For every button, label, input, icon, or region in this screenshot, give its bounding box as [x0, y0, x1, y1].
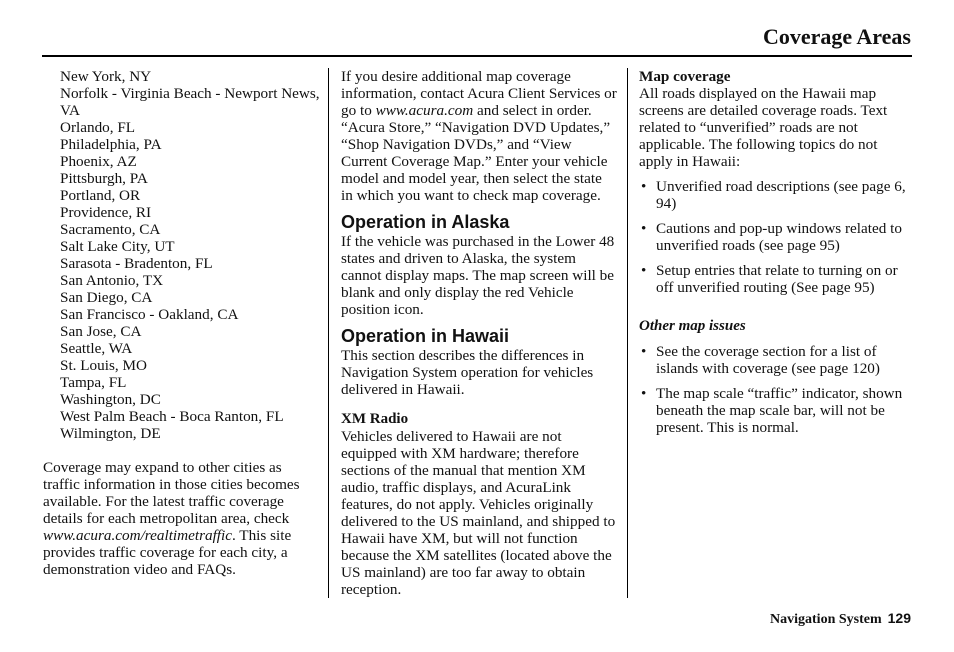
city-item: Salt Lake City, UT: [60, 238, 175, 255]
page-number: 129: [887, 610, 911, 626]
column-divider-left: [328, 68, 329, 598]
city-item: Seattle, WA: [60, 340, 133, 357]
page-title: Coverage Areas: [762, 24, 911, 49]
footer-label: Navigation System: [770, 612, 882, 627]
alaska-heading: Operation in Alaska: [341, 212, 510, 232]
city-item: Providence, RI: [60, 204, 152, 221]
city-item: New York, NY: [60, 68, 152, 85]
bullet-item: • Unverified road descriptions (see page 6, 94): [639, 178, 914, 212]
bullet-item: • Cautions and pop-up windows related to unverified roads (see page 95): [639, 220, 914, 254]
city-item: Washington, DC: [60, 391, 161, 408]
column-left: [43, 68, 321, 578]
column-divider-right: [627, 68, 628, 598]
map-coverage-list: [639, 178, 914, 296]
bullet-item: • Setup entries that relate to turning on or off unverified routing (See page 95): [639, 262, 914, 296]
city-item: Tampa, FL: [60, 374, 127, 391]
column-middle: [341, 68, 617, 598]
alaska-paragraph: If the vehicle was purchased in the Lower 48 states and driven to Alaska, the system cannot display maps. The map screen will be blank and only display the red Vehicle position icon.: [341, 233, 615, 318]
xm-radio-heading: XM Radio: [341, 411, 409, 427]
other-issues-heading: Other map issues: [639, 318, 746, 334]
hawaii-heading: Operation in Hawaii: [341, 326, 510, 346]
city-list: [43, 68, 321, 442]
city-item: Philadelphia, PA: [60, 136, 162, 153]
coverage-text: Coverage may expand to other cities as traffic information in those cities becomes available. For the latest traffic coverage details for each metropolitan area, check: [43, 459, 300, 527]
city-item: Wilmington, DE: [60, 425, 161, 442]
map-coverage-heading: Map coverage: [639, 68, 731, 85]
coverage-paragraph: [43, 459, 321, 578]
city-item: San Jose, CA: [60, 323, 142, 340]
page-footer: [770, 610, 911, 628]
map-coverage-paragraph: All roads displayed on the Hawaii map screens are detailed coverage roads. Text related to “unverified” roads are not applicable. The following topics do not apply in Hawaii:: [639, 85, 888, 170]
city-item: San Diego, CA: [60, 289, 153, 306]
city-item: Orlando, FL: [60, 119, 136, 136]
coverage-text-end: . This site provides traffic coverage for each city, a demonstration video and FAQs.: [43, 527, 292, 578]
city-item: Norfolk - Virginia Beach - Newport News, VA: [60, 85, 320, 119]
acura-link[interactable]: www.acura.com: [375, 102, 474, 119]
bullet-item: • See the coverage section for a list of islands with coverage (see page 120): [639, 343, 914, 377]
city-item: West Palm Beach - Boca Ranton, FL: [60, 408, 284, 425]
header-rule: [42, 55, 912, 57]
city-item: Portland, OR: [60, 187, 141, 204]
city-item: Phoenix, AZ: [60, 153, 137, 170]
intro-text: If you desire additional map coverage information, contact Acura Client Services or go to: [341, 68, 617, 119]
bullet-item: • The map scale “traffic” indicator, shown beneath the map scale bar, will not be present. This is normal.: [639, 385, 914, 436]
city-item: San Antonio, TX: [60, 272, 164, 289]
city-item: Sarasota - Bradenton, FL: [60, 255, 213, 272]
column-right: [639, 68, 914, 436]
other-issues-list: [639, 343, 914, 436]
traffic-link[interactable]: www.acura.com/realtimetraffic: [43, 527, 232, 544]
intro-text-end: and select in order. “Acura Store,” “Navigation DVD Updates,” “Shop Navigation DVDs,” and “View Current Coverage Map.” Enter your vehicle model and model year, then select the state in which you want to check map coverage.: [341, 102, 611, 204]
city-item: San Francisco - Oakland, CA: [60, 306, 239, 323]
xm-radio-paragraph: Vehicles delivered to Hawaii are not equipped with XM hardware; therefore sections of the manual that mention XM audio, traffic displays, and AcuraLink features, do not apply. Vehicles originally delivered to the US mainland, and shipped to Hawaii have XM, but will not function because the XM satellites (located above the US mainland) are too far away to obtain reception.: [341, 428, 616, 598]
city-item: St. Louis, MO: [60, 357, 147, 374]
city-item: Pittsburgh, PA: [60, 170, 148, 187]
city-item: Sacramento, CA: [60, 221, 161, 238]
intro-paragraph: [341, 68, 617, 204]
hawaii-paragraph: This section describes the differences in Navigation System operation for vehicles delivered in Hawaii.: [341, 347, 594, 398]
